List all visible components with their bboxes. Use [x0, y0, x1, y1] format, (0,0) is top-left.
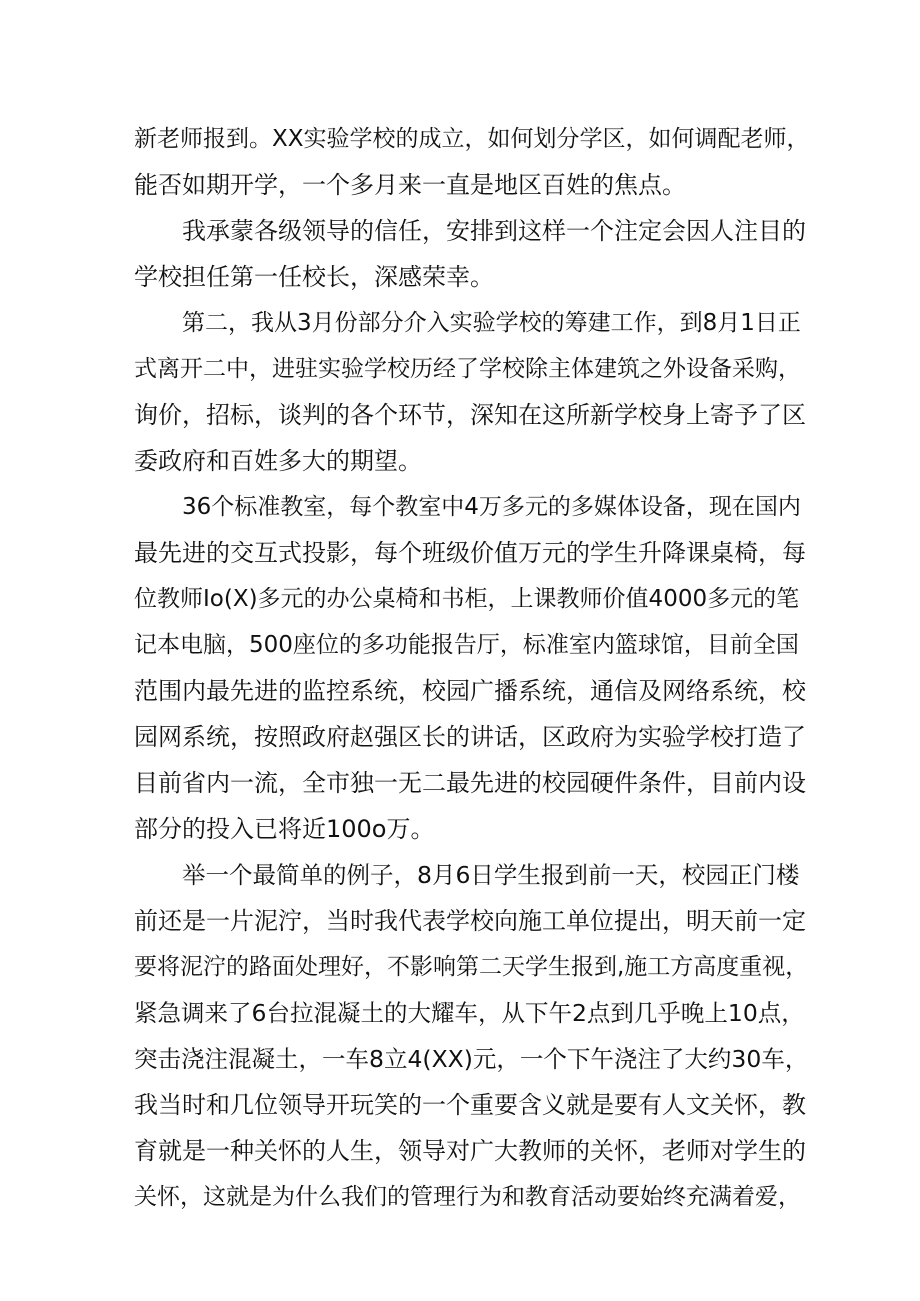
text-line: 育就是一种关怀的人生，领导对广大教师的关怀，老师对学生的 — [134, 1137, 806, 1165]
text-line: 园网系统，按照政府赵强区长的讲话，区政府为实验学校打造了 — [134, 723, 806, 751]
text-line: 范围内最先进的监控系统，校园广播系统，通信及网络系统，校 — [134, 677, 806, 705]
text-line: 我当时和几位领导开玩笑的一个重要含义就是要有人文关怀，教 — [134, 1091, 806, 1119]
text-line: 紧急调来了6台拉混凝土的大耀车，从下午2点到几乎晚上10点， — [134, 999, 805, 1027]
text-line: 新老师报到。XX实验学校的成立，如何划分学区，如何调配老师， — [134, 126, 810, 152]
text-line: 36个标准教室，每个教室中4万多元的多媒体设备，现在国内 — [182, 494, 801, 520]
text-line: 第二，我从3月份部分介入实验学校的筹建工作，到8月1日正 — [182, 310, 801, 336]
text-line: 我承蒙各级领导的信任，安排到这样一个注定会因人注目的 — [182, 217, 806, 245]
text-line: 突击浇注混凝土，一车8立4(XX)元，一个下午浇注了大约30车， — [134, 1045, 809, 1073]
text-line: 询价，招标，谈判的各个环节，深知在这所新学校身上寄予了区 — [134, 401, 806, 429]
text-line: 委政府和百姓多大的期望。 — [134, 447, 422, 475]
text-line: 关怀，这就是为什么我们的管理行为和教育活动要始终充满着爱， — [134, 1184, 801, 1210]
text-line: 式离开二中，进驻实验学校历经了学校除主体建筑之外设备采购， — [134, 356, 801, 382]
text-line: 目前省内一流，全市独一无二最先进的校园硬件条件，目前内设 — [134, 769, 806, 797]
text-line: 要将泥泞的路面处理好，不影响第二天学生报到,施工方高度重视， — [134, 954, 809, 980]
text-line: 部分的投入已将近100o万。 — [134, 815, 435, 843]
text-line: 能否如期开学，一个多月来一直是地区百姓的焦点。 — [134, 171, 686, 199]
text-line: 学校担任第一任校长，深感荣幸。 — [134, 263, 494, 291]
text-line: 前还是一片泥泞，当时我代表学校向施工单位提出，明天前一定 — [134, 907, 806, 935]
text-line: 举一个最简单的例子，8月6日学生报到前一天，校园正门楼 — [182, 861, 800, 889]
text-line: 记本电脑，500座位的多功能报告厅，标准室内篮球馆，目前全国 — [134, 632, 799, 658]
text-line: 位教师Io(X)多元的办公桌椅和书柜，上课教师价值4000多元的笔 — [134, 586, 800, 612]
document-body — [134, 116, 810, 1220]
text-line: 最先进的交互式投影，每个班级价值万元的学生升降课桌椅，每 — [134, 539, 806, 567]
